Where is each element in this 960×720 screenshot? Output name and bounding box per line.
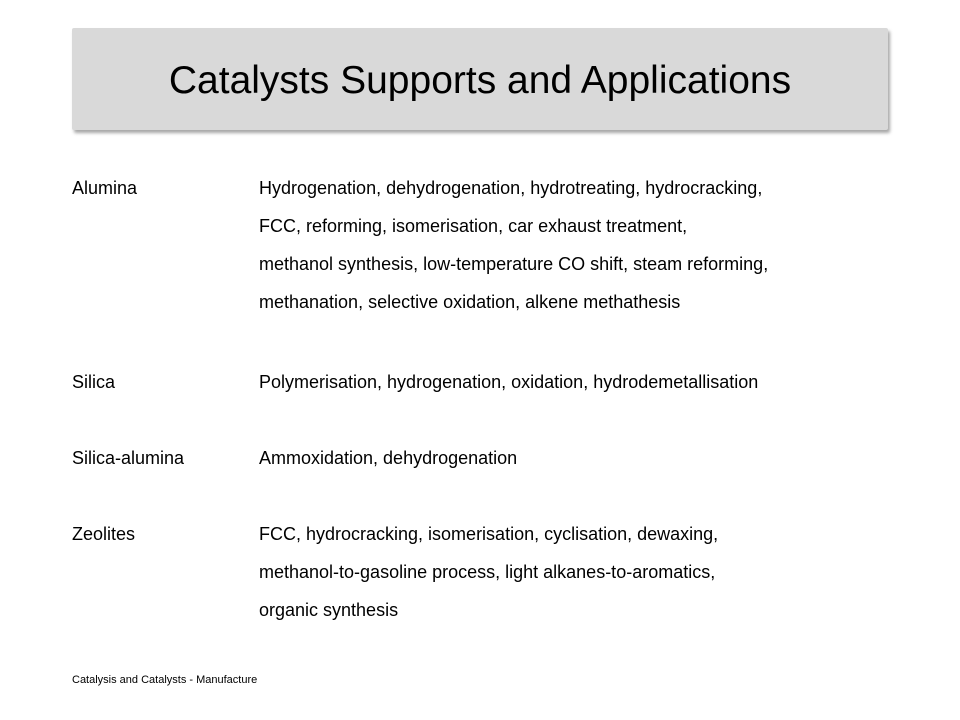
application-line: methanol synthesis, low-temperature CO shift, steam reforming,: [259, 254, 769, 274]
support-name: Silica-alumina: [72, 448, 185, 468]
application-line: methanation, selective oxidation, alkene methathesis: [259, 292, 681, 312]
application-line: organic synthesis: [259, 600, 399, 620]
support-applications: [259, 363, 899, 401]
title-banner: [72, 28, 888, 130]
support-name: Alumina: [72, 178, 138, 198]
support-applications: [259, 439, 899, 477]
slide-title: Catalysts Supports and Applications: [168, 58, 792, 102]
application-line: methanol-to-gasoline process, light alkanes-to-aromatics,: [259, 562, 716, 582]
application-line: FCC, reforming, isomerisation, car exhaust treatment,: [259, 216, 688, 236]
application-line: Ammoxidation, dehydrogenation: [259, 448, 518, 468]
support-name: Silica: [72, 372, 116, 392]
application-line: Hydrogenation, dehydrogenation, hydrotreating, hydrocracking,: [259, 178, 763, 198]
support-name: Zeolites: [72, 524, 136, 544]
footer-text: Catalysis and Catalysts - Manufacture: [72, 674, 258, 686]
application-line: Polymerisation, hydrogenation, oxidation, hydrodemetallisation: [259, 372, 759, 392]
support-applications: [259, 169, 899, 321]
application-line: FCC, hydrocracking, isomerisation, cyclisation, dewaxing,: [259, 524, 719, 544]
support-applications: [259, 515, 899, 629]
